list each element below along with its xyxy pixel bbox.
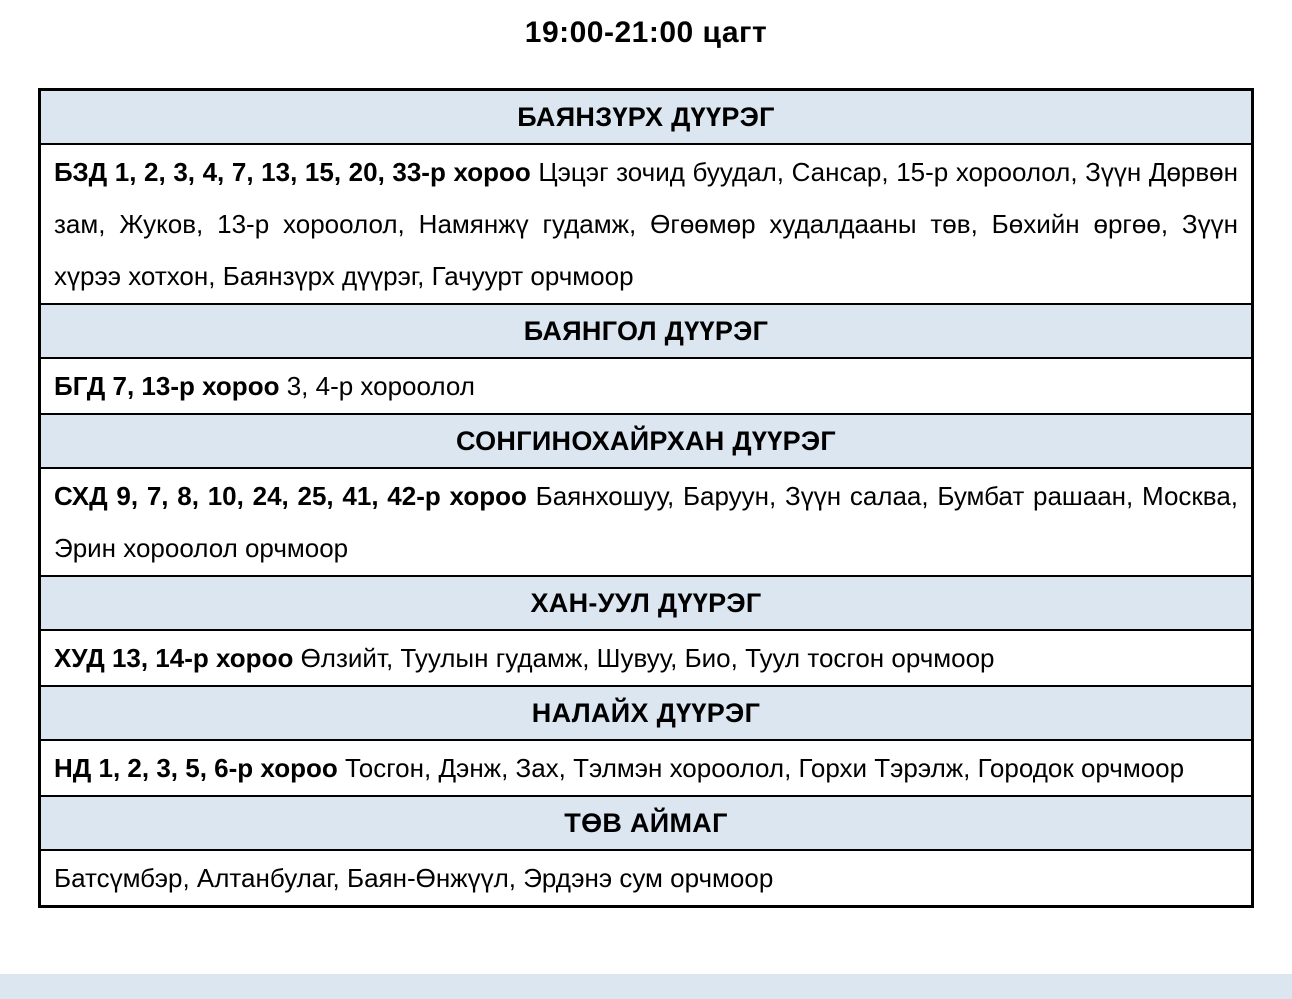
section-header-tuv-aimag: ТӨВ АЙМАГ [41, 797, 1251, 851]
area-list: 3, 4-р хороолол [286, 371, 475, 401]
district-section-nalaikh [41, 687, 1251, 797]
page-title: 19:00-21:00 цагт [524, 16, 768, 49]
section-header-nalaikh: НАЛАЙХ ДҮҮРЭГ [41, 687, 1251, 741]
section-header-songinokhairkhan: СОНГИНОХАЙРХАН ДҮҮРЭГ [41, 415, 1251, 469]
section-body-nalaikh [41, 741, 1251, 797]
area-list: Тосгон, Дэнж, Зах, Тэлмэн хороолол, Горхи Тэрэлж, Городок орчмоор [344, 753, 1185, 783]
district-section-songinokhairkhan [41, 415, 1251, 577]
area-list: Баянхошуу, Баруун, Зүүн салаа, Бумбат рашаан, Москва, Эрин хороолол орчмоор [54, 481, 1239, 563]
khoroo-list: НД 1, 2, 3, 5, 6-р хороо [54, 753, 338, 783]
section-body-bayangol [41, 359, 1251, 415]
area-list: Батсүмбэр, Алтанбулаг, Баян-Өнжүүл, Эрдэнэ сум орчмоор [54, 863, 774, 893]
area-list: Өлзийт, Туулын гудамж, Шувуу, Био, Туул тосгон орчмоор [300, 643, 995, 673]
section-header-khan-uul: ХАН-УУЛ ДҮҮРЭГ [41, 577, 1251, 631]
district-section-khan-uul [41, 577, 1251, 687]
district-section-bayangol [41, 305, 1251, 415]
section-header-bayangol: БАЯНГОЛ ДҮҮРЭГ [41, 305, 1251, 359]
khoroo-list: БЗД 1, 2, 3, 4, 7, 13, 15, 20, 33-р хороо [54, 157, 531, 187]
section-body-khan-uul [41, 631, 1251, 687]
section-body-tuv-aimag [41, 851, 1251, 905]
khoroo-list: БГД 7, 13-р хороо [54, 371, 280, 401]
khoroo-list: ХУД 13, 14-р хороо [54, 643, 294, 673]
district-section-bayanzurkh [41, 91, 1251, 305]
section-body-bayanzurkh [41, 145, 1251, 305]
khoroo-list: СХД 9, 7, 8, 10, 24, 25, 41, 42-р хороо [54, 481, 527, 511]
section-body-songinokhairkhan [41, 469, 1251, 577]
outage-schedule-table [38, 88, 1254, 908]
section-header-bayanzurkh: БАЯНЗҮРХ ДҮҮРЭГ [41, 91, 1251, 145]
district-section-tuv-aimag [41, 797, 1251, 905]
area-list: Цэцэг зочид буудал, Сансар, 15-р хороолол, Зүүн Дөрвөн зам, Жуков, 13-р хороолол, Намянжү гудамж, Өгөөмөр худалдааны төв, Бөхийн өргөө, Зүүн хүрээ хотхон, Баянзүрх дүүрэг, Гачуурт орчмоор [54, 157, 1238, 291]
next-page-header-edge [0, 974, 1292, 999]
